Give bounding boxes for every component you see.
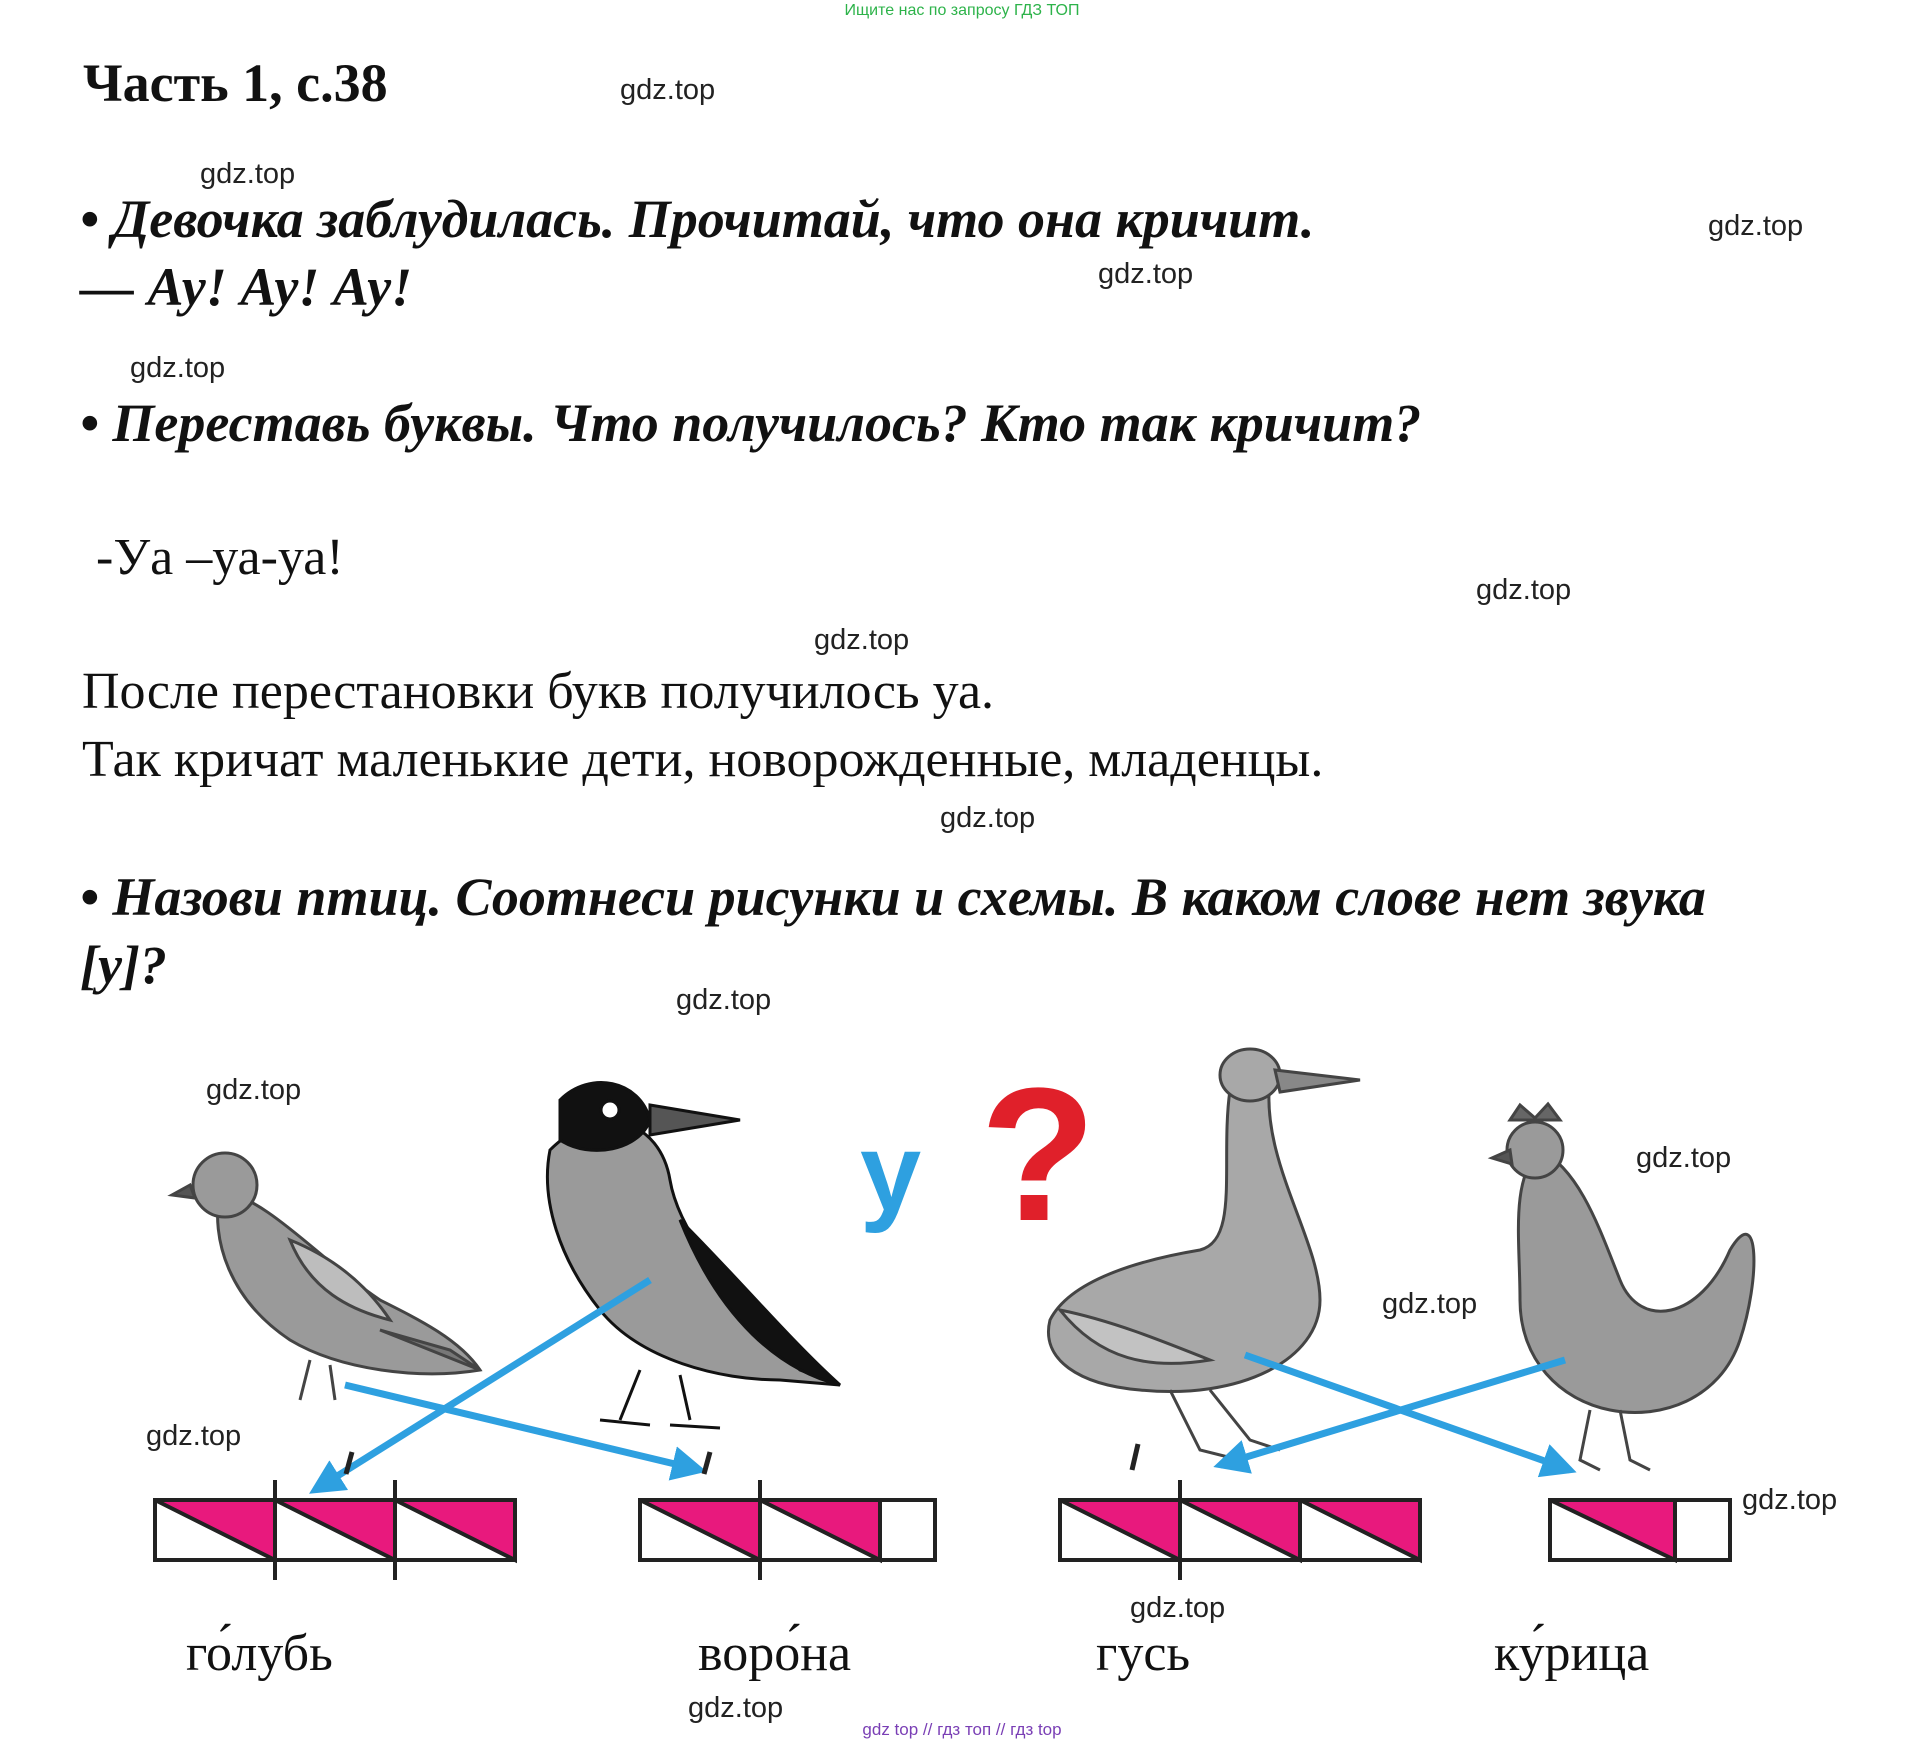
watermark: gdz.top [676, 984, 772, 1016]
stress-mark [1132, 1444, 1138, 1470]
watermark: gdz.top [620, 74, 716, 106]
scheme-kuritsa [1550, 1500, 1730, 1560]
answer-line-1: После перестановки букв получилось уа. [82, 663, 995, 720]
scheme-golub [155, 1452, 515, 1580]
watermark: gdz.top [1130, 1592, 1226, 1624]
watermark: gdz.top [1098, 258, 1194, 290]
watermark: gdz.top [206, 1074, 302, 1106]
watermark: gdz.top [814, 624, 910, 656]
letter-u: у [860, 1111, 922, 1234]
watermark: gdz.top [1742, 1484, 1838, 1516]
task-2-question: • Переставь буквы. Что получилось? Кто так кричит? [80, 393, 1422, 453]
watermark: gdz.top [1636, 1142, 1732, 1174]
arrow-pigeon-to-scheme-2 [345, 1385, 700, 1470]
birds-figure [120, 1040, 1820, 1660]
answer-cry: -Уа –уа-уа! [96, 529, 344, 586]
watermark: gdz.top [200, 158, 296, 190]
stress-mark [704, 1452, 710, 1474]
scheme-gus [1060, 1444, 1420, 1580]
crow-icon [547, 1083, 840, 1428]
task-3-question: • Назови птиц. Соотнеси рисунки и схемы. В каком слове нет звука [80, 867, 1706, 927]
watermark: gdz.top [1476, 574, 1572, 606]
watermark: gdz.top [1708, 210, 1804, 242]
word-gus: гусь [1096, 1625, 1191, 1682]
watermark: gdz.top [130, 352, 226, 384]
task-1-cry: — Ау! Ау! Ау! [80, 257, 413, 317]
page-title: Часть 1, с.38 [83, 53, 388, 113]
answer-line-2: Так кричат маленькие дети, новорожденные, младенцы. [82, 731, 1324, 788]
word-vorona: воро́на [698, 1625, 852, 1682]
watermark: gdz.top [940, 802, 1036, 834]
task-1-question: • Девочка заблудилась. Прочитай, что она кричит. [80, 189, 1315, 249]
word-kuritsa: ку́рица [1494, 1625, 1650, 1682]
bottom-banner[interactable]: gdz top // гдз топ // гдз top [862, 1720, 1062, 1739]
watermark: gdz.top [688, 1692, 784, 1724]
scheme-vorona [640, 1452, 935, 1580]
watermark: gdz.top [146, 1420, 242, 1452]
pigeon-icon [172, 1153, 480, 1400]
watermark: gdz.top [1382, 1288, 1478, 1320]
word-golub: го́лубь [186, 1625, 333, 1682]
question-mark: ? [980, 1049, 1097, 1261]
top-banner[interactable]: Ищите нас по запросу ГДЗ ТОП [844, 2, 1080, 19]
task-3-question-end: [у]? [80, 935, 167, 995]
